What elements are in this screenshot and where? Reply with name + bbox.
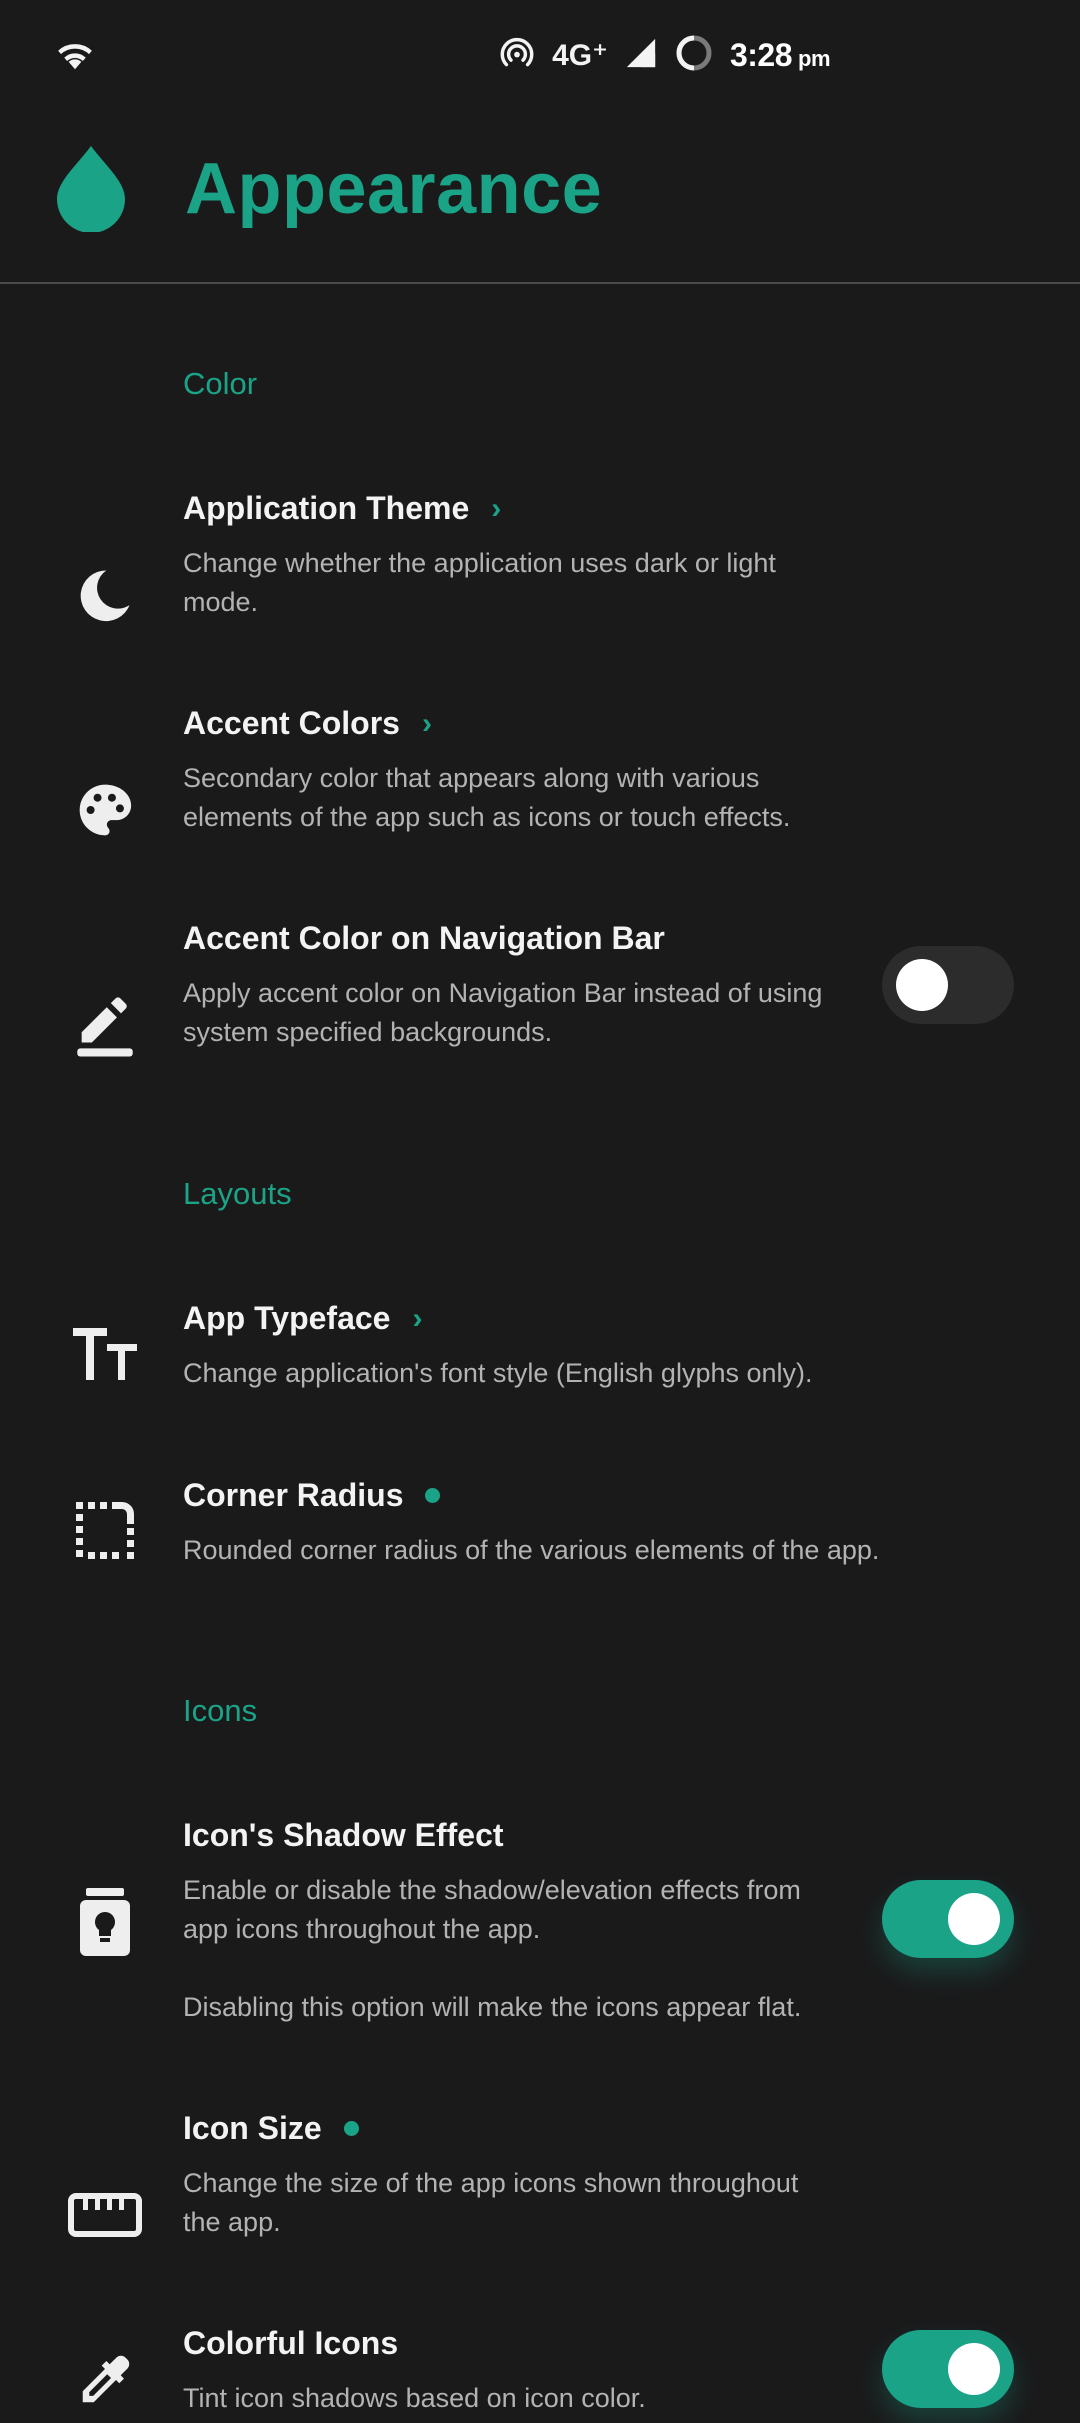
section-title-layouts: Layouts (183, 1176, 292, 1211)
icon-shadow-description: Enable or disable the shadow/elevation effects from app icons throughout the app. (183, 1875, 801, 1944)
ruler-icon (65, 2175, 145, 2255)
chevron-right-icon: › (421, 706, 432, 740)
drop-icon (54, 144, 128, 237)
wifi-icon (52, 30, 98, 81)
accent-nav-bar-toggle[interactable] (882, 946, 1014, 1024)
settings-item-icon-shadow[interactable] (0, 1817, 1080, 2027)
settings-item-label (183, 1477, 440, 1514)
settings-item-application-theme[interactable] (0, 490, 1080, 630)
settings-item-label (183, 920, 665, 957)
corner-radius-icon (65, 1491, 145, 1571)
corner-radius-label: Corner Radius (183, 1477, 404, 1513)
app-typeface-label: App Typeface (183, 1300, 391, 1336)
icon-shadow-toggle[interactable] (882, 1880, 1014, 1958)
settings-item-label (183, 1817, 504, 1854)
chevron-right-icon: › (412, 1301, 423, 1335)
app-typeface-description: Change application's font style (English glyphs only). (183, 1358, 813, 1388)
icon-size-label: Icon Size (183, 2110, 322, 2146)
accent-nav-bar-description: Apply accent color on Navigation Bar instead of using system specified backgrounds. (183, 978, 823, 1047)
moon-icon (65, 555, 145, 635)
section-title-icons: Icons (183, 1693, 258, 1728)
settings-item-label (183, 2110, 359, 2147)
corner-radius-description: Rounded corner radius of the various elements of the app. (183, 1535, 880, 1565)
indicator-dot (425, 1488, 440, 1503)
icon-shadow-description-extra: Disabling this option will make the icons appear flat. (183, 1992, 802, 2022)
settings-item-label (183, 2325, 398, 2362)
accent-colors-label: Accent Colors (183, 705, 400, 741)
eyedropper-icon (65, 2343, 145, 2423)
palette-icon (65, 770, 145, 850)
settings-item-colorful-icons[interactable] (0, 2325, 1080, 2413)
clock-ampm: pm (798, 45, 830, 71)
accent-colors-description: Secondary color that appears along with various elements of the app such as icons or touch effects. (183, 763, 791, 832)
page-title: Appearance (185, 149, 603, 229)
typeface-icon (65, 1314, 145, 1394)
chevron-right-icon: › (491, 491, 502, 525)
settings-item-app-typeface[interactable] (0, 1300, 1080, 1400)
icon-shadow-label: Icon's Shadow Effect (183, 1817, 504, 1853)
signal-icon (624, 36, 658, 75)
shadow-icon (65, 1882, 145, 1962)
clock (730, 37, 830, 74)
section-title-color: Color (183, 366, 258, 401)
pencil-icon (65, 985, 145, 1065)
colorful-icons-toggle[interactable] (882, 2330, 1014, 2408)
toggle-knob (948, 2343, 1000, 2395)
settings-item-label (183, 705, 432, 742)
accent-nav-bar-label: Accent Color on Navigation Bar (183, 920, 665, 956)
settings-item-corner-radius[interactable] (0, 1477, 1080, 1577)
status-bar (0, 0, 1080, 110)
application-theme-label: Application Theme (183, 490, 470, 526)
network-type: 4G⁺ (552, 38, 608, 72)
icon-size-description: Change the size of the app icons shown throughout the app. (183, 2168, 799, 2237)
toggle-knob (896, 959, 948, 1011)
settings-item-icon-size[interactable] (0, 2110, 1080, 2250)
settings-item-accent-nav-bar[interactable] (0, 920, 1080, 1060)
colorful-icons-label: Colorful Icons (183, 2325, 399, 2361)
colorful-icons-description: Tint icon shadows based on icon color. (183, 2383, 646, 2413)
settings-item-label (183, 490, 501, 527)
hotspot-icon (498, 34, 536, 77)
app-header (0, 110, 1080, 284)
settings-item-label (183, 1300, 422, 1337)
toggle-knob (948, 1893, 1000, 1945)
battery-icon (674, 33, 714, 78)
clock-time: 3:28 (729, 36, 792, 73)
settings-item-accent-colors[interactable] (0, 705, 1080, 845)
indicator-dot (344, 2121, 359, 2136)
application-theme-description: Change whether the application uses dark or light mode. (183, 548, 776, 617)
